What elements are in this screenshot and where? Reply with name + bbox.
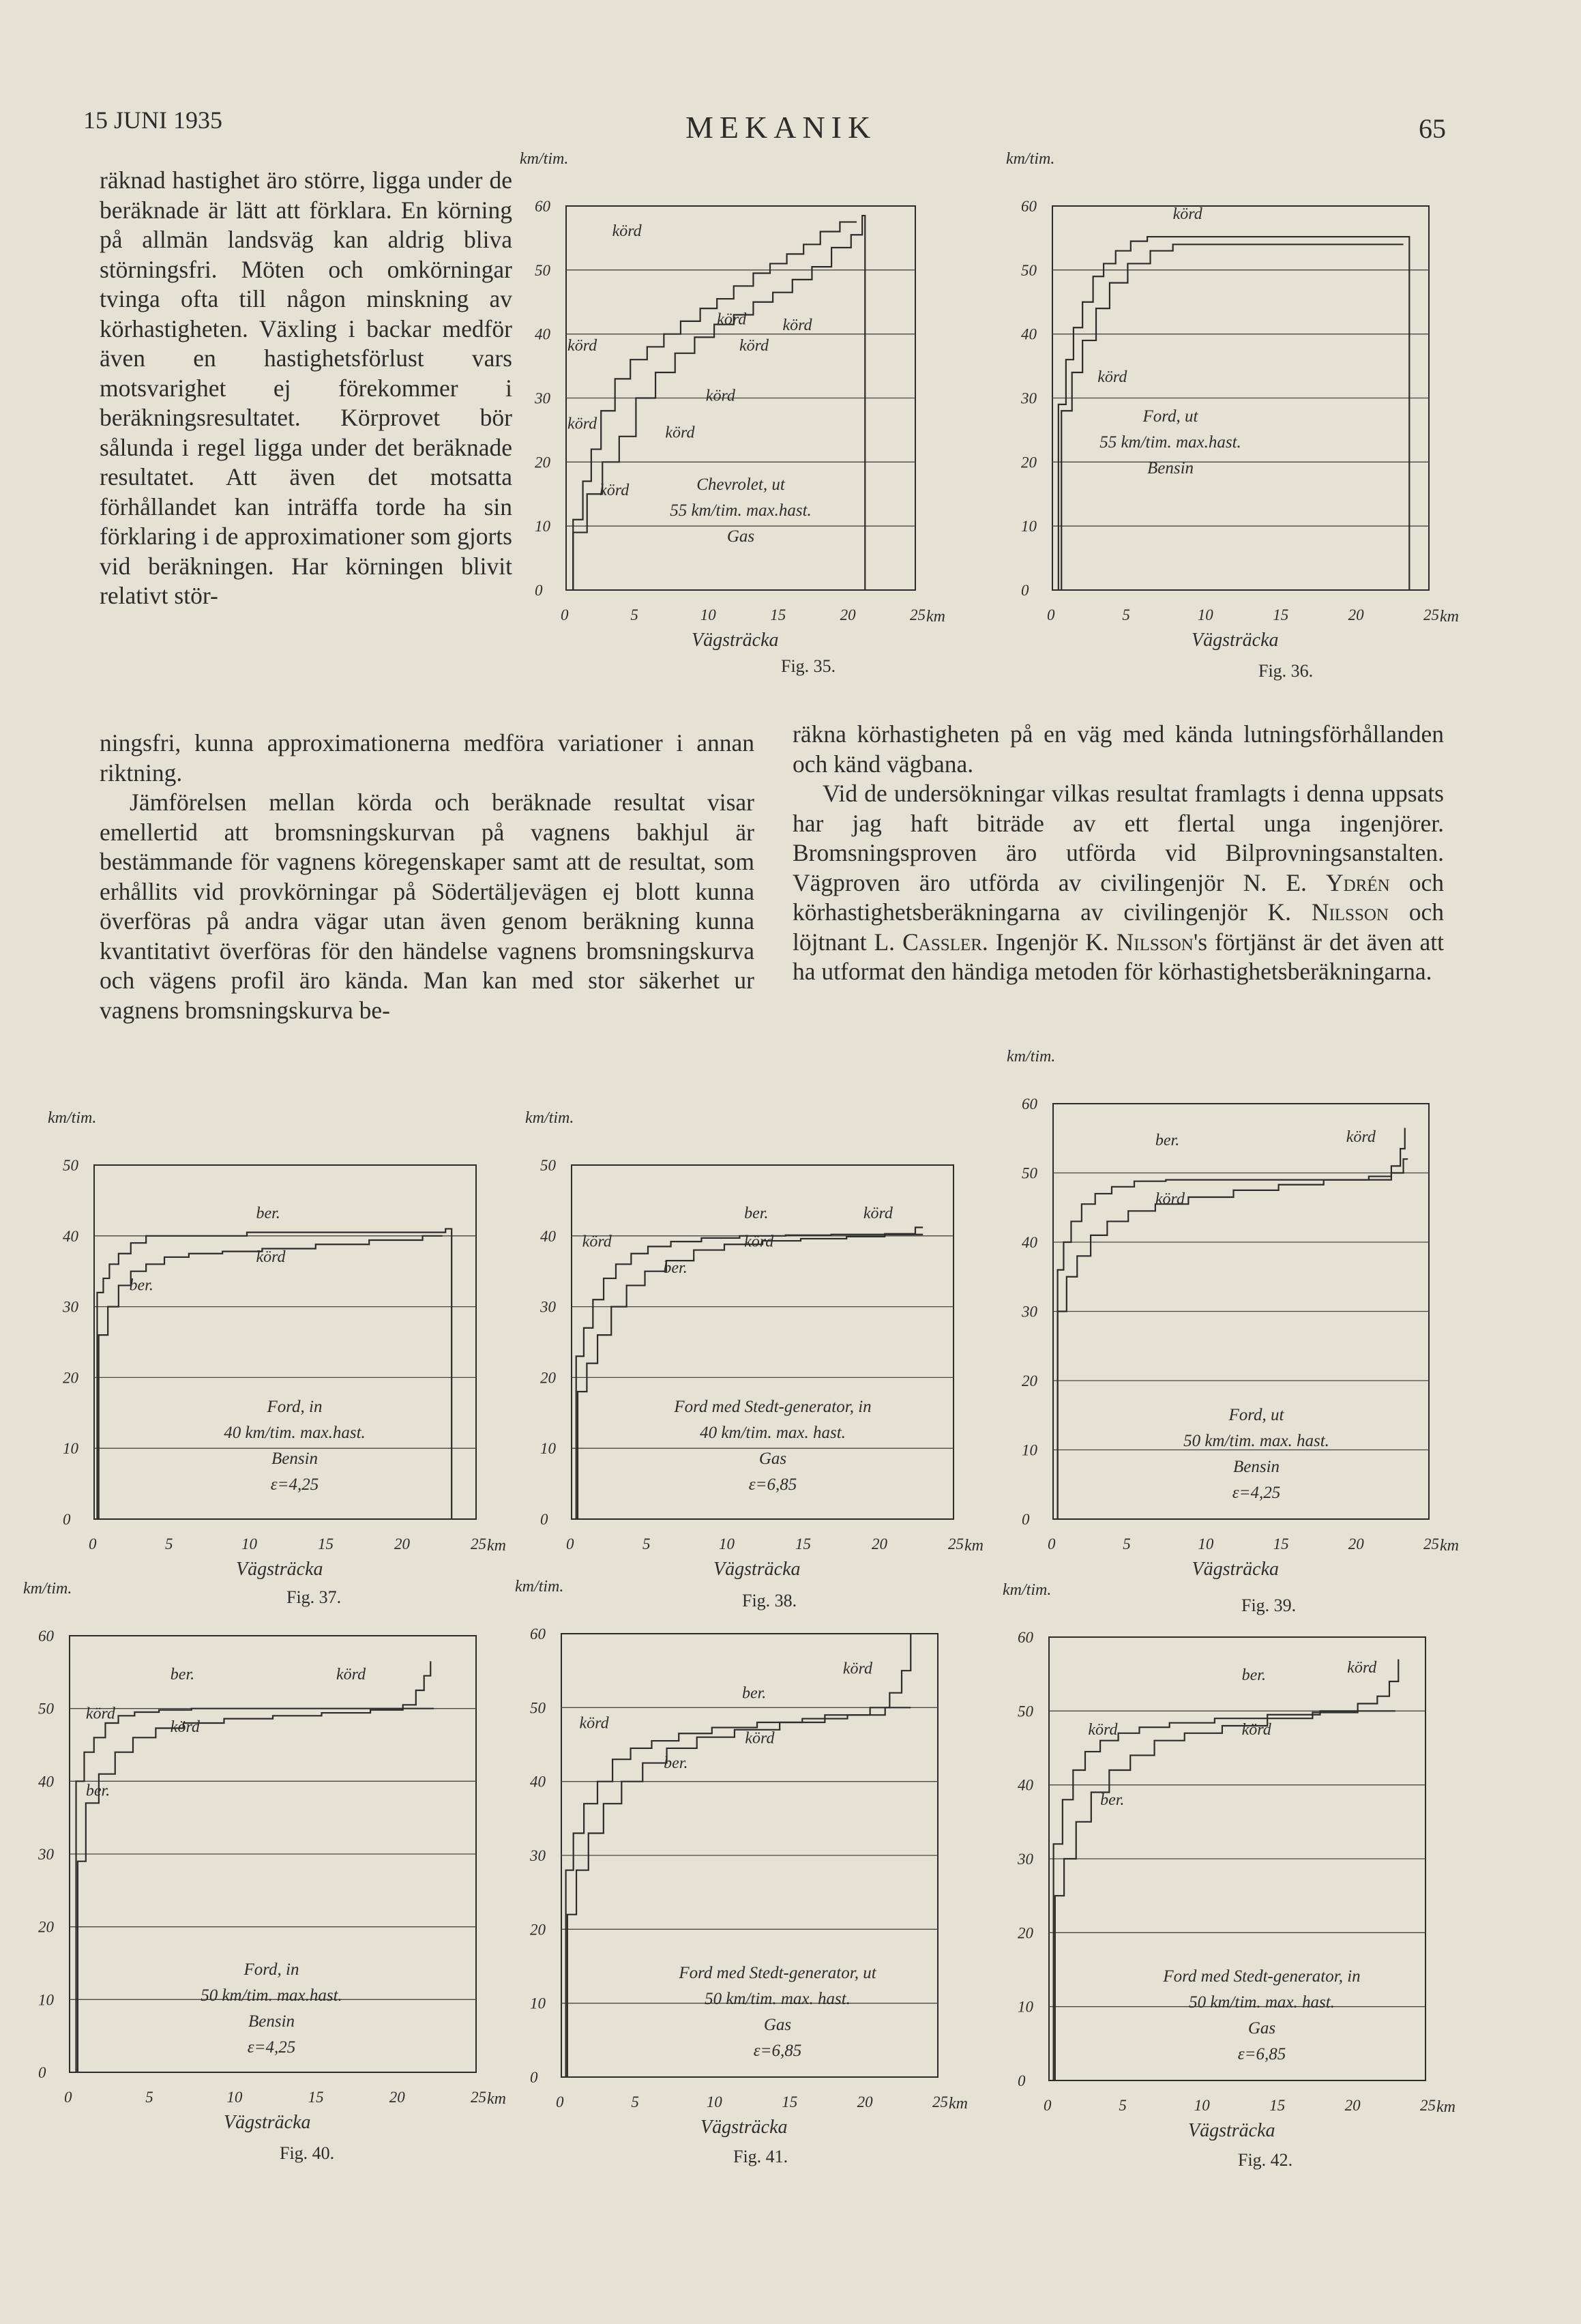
curve-label: körd bbox=[705, 387, 735, 405]
y-tick-label: 30 bbox=[63, 1298, 78, 1316]
x-tick-label: 20 bbox=[394, 1535, 410, 1553]
y-tick-label: 40 bbox=[535, 325, 550, 343]
legend-line: Bensin bbox=[248, 2012, 295, 2031]
legend-line: ε=4,25 bbox=[247, 2038, 296, 2057]
curve-label: körd bbox=[782, 317, 812, 335]
curve-label: ber. bbox=[1155, 1131, 1180, 1149]
y-tick-label: 40 bbox=[1022, 1234, 1037, 1251]
x-axis-label: Vägsträcka bbox=[1188, 2120, 1275, 2141]
figure-caption: Fig. 41. bbox=[733, 2147, 788, 2166]
x-tick-label: 15 bbox=[795, 1535, 811, 1553]
figure-caption: Fig. 40. bbox=[280, 2143, 335, 2163]
x-tick-label: 5 bbox=[642, 1535, 651, 1553]
y-tick-label: 20 bbox=[1022, 1372, 1037, 1389]
curve-label: körd bbox=[1241, 1721, 1271, 1739]
x-axis-label: Vägsträcka bbox=[236, 1559, 323, 1580]
y-tick-label: 10 bbox=[535, 518, 550, 535]
x-tick-label: 20 bbox=[1348, 606, 1364, 623]
curve-label: körd bbox=[567, 337, 597, 355]
x-tick-label: 5 bbox=[1119, 2097, 1127, 2114]
x-tick-label: 10 bbox=[226, 2089, 243, 2106]
x-tick-label: 0 bbox=[556, 2093, 564, 2110]
legend-line: Gas bbox=[1247, 2019, 1276, 2038]
acknowledgement-text-2: och körhastighetsberäkningarna av civilingenjör K. bbox=[793, 868, 1444, 926]
y-tick-label: 0 bbox=[530, 2069, 538, 2086]
legend-line: 50 km/tim. max. hast. bbox=[705, 1990, 851, 2008]
y-tick-label: 10 bbox=[1018, 1998, 1033, 2016]
name-nilsson-2: Nilsson bbox=[1116, 928, 1194, 956]
y-tick-label: 40 bbox=[1021, 325, 1037, 343]
name-ydren: Ydrén bbox=[1325, 868, 1390, 896]
curve-label: körd bbox=[745, 1729, 775, 1748]
y-unit-label: km/tim. bbox=[520, 150, 569, 168]
figure-caption: Fig. 38. bbox=[742, 1591, 797, 1610]
curve-label: körd bbox=[579, 1714, 609, 1733]
y-tick-label: 60 bbox=[38, 1628, 54, 1645]
y-tick-label: 10 bbox=[38, 1991, 54, 2009]
x-axis-label: Vägsträcka bbox=[224, 2112, 311, 2133]
legend-line: ε=4,25 bbox=[270, 1475, 319, 1494]
legend-line: 40 km/tim. max.hast. bbox=[224, 1424, 366, 1442]
x-tick-label: 20 bbox=[389, 2089, 405, 2106]
figure-caption: Fig. 37. bbox=[286, 1587, 342, 1607]
x-tick-label: 10 bbox=[700, 606, 716, 623]
y-tick-label: 10 bbox=[1021, 518, 1037, 535]
y-tick-label: 20 bbox=[530, 1921, 546, 1939]
y-tick-label: 40 bbox=[38, 1773, 54, 1791]
x-tick-label: 25 bbox=[910, 606, 926, 623]
curve-label: körd bbox=[744, 1233, 774, 1251]
x-axis-label: Vägsträcka bbox=[692, 630, 779, 651]
x-unit-label: km bbox=[1440, 1537, 1459, 1555]
curve-label: körd bbox=[256, 1248, 286, 1267]
y-tick-label: 0 bbox=[540, 1511, 548, 1528]
curve-label: körd bbox=[85, 1705, 115, 1723]
y-tick-label: 30 bbox=[1022, 1303, 1037, 1321]
x-unit-label: km bbox=[487, 2090, 506, 2108]
x-tick-label: 10 bbox=[1194, 2097, 1210, 2114]
curve-label: körd bbox=[612, 222, 642, 241]
x-unit-label: km bbox=[1440, 608, 1459, 626]
x-axis-label: Vägsträcka bbox=[713, 1559, 801, 1580]
legend-line: Bensin bbox=[1232, 1458, 1280, 1476]
y-tick-label: 20 bbox=[540, 1369, 556, 1387]
legend-line: 55 km/tim. max.hast. bbox=[670, 501, 812, 520]
curve-label: körd bbox=[582, 1233, 612, 1251]
curve-label: ber. bbox=[256, 1204, 280, 1222]
legend-line: Ford med Stedt-generator, ut bbox=[679, 1964, 876, 1982]
y-tick-label: 30 bbox=[540, 1298, 556, 1316]
y-tick-label: 10 bbox=[1022, 1441, 1037, 1459]
x-unit-label: km bbox=[926, 608, 945, 626]
acknowledgement-text-4: . Ingenjör K. bbox=[981, 928, 1117, 956]
y-tick-label: 10 bbox=[530, 1995, 546, 2012]
x-tick-label: 25 bbox=[1420, 2097, 1436, 2114]
y-tick-label: 20 bbox=[38, 1918, 54, 1936]
y-unit-label: km/tim. bbox=[515, 1578, 564, 1595]
legend-line: Bensin bbox=[271, 1450, 319, 1468]
x-tick-label: 20 bbox=[1344, 2097, 1361, 2114]
name-cassler: Cassler bbox=[902, 928, 982, 956]
x-unit-label: km bbox=[1436, 2098, 1456, 2116]
x-tick-label: 25 bbox=[948, 1535, 964, 1553]
legend-line: Ford, ut bbox=[1142, 407, 1198, 426]
y-tick-label: 0 bbox=[63, 1511, 71, 1528]
legend-line: Chevrolet, ut bbox=[696, 475, 785, 494]
x-tick-label: 15 bbox=[1273, 1535, 1289, 1553]
x-tick-label: 0 bbox=[89, 1535, 97, 1553]
acknowledgement-text-5: 's förtjänst är det även att ha utformat den händiga metoden för körhastighetsberäkningarna. bbox=[793, 928, 1444, 985]
paragraph-2: Jämförelsen mellan körda och beräknade resultat visar emellertid att bromsningskurvan på vagnens bakhjul är bestämmande för vagnens köregenskaper samt att de resultat, som erhållits vid provkörningar på Södertäljevägen ej blott kunna överföras på andra vägar utan även genom beräkning kunna kvantitativt överföras för den händelse vagnens bromsningskurva och vägens profil äro kända. Man kan med stor säkerhet ur vagnens bromsningskurva be- bbox=[100, 789, 754, 1024]
x-tick-label: 10 bbox=[706, 2093, 722, 2110]
curve-label: körd bbox=[665, 424, 695, 442]
x-tick-label: 15 bbox=[1269, 2097, 1286, 2114]
x-tick-label: 20 bbox=[840, 606, 856, 623]
series-line-1 bbox=[1054, 1711, 1395, 2080]
legend-line: Gas bbox=[763, 2016, 792, 2034]
curve-label: körd bbox=[1088, 1721, 1118, 1739]
x-tick-label: 10 bbox=[719, 1535, 735, 1553]
x-tick-label: 0 bbox=[1047, 606, 1055, 623]
y-tick-label: 30 bbox=[38, 1846, 54, 1863]
legend-line: 55 km/tim. max.hast. bbox=[1099, 433, 1241, 452]
x-tick-label: 5 bbox=[1122, 606, 1130, 623]
y-tick-label: 60 bbox=[535, 198, 550, 215]
y-tick-label: 0 bbox=[1018, 2072, 1026, 2089]
x-tick-label: 10 bbox=[1197, 606, 1213, 623]
figure-caption: Fig. 36. bbox=[1258, 661, 1314, 681]
x-tick-label: 15 bbox=[308, 2089, 324, 2106]
curve-label: körd bbox=[1155, 1190, 1185, 1209]
x-axis-label: Vägsträcka bbox=[1192, 1559, 1280, 1580]
x-tick-label: 5 bbox=[1123, 1535, 1131, 1553]
x-tick-label: 5 bbox=[630, 606, 638, 623]
legend-line: ε=6,85 bbox=[1237, 2045, 1286, 2063]
legend-line: Gas bbox=[758, 1450, 787, 1468]
curve-label: körd bbox=[170, 1718, 200, 1736]
legend-line: ε=6,85 bbox=[748, 1475, 797, 1494]
y-tick-label: 30 bbox=[1021, 389, 1037, 407]
legend-line: Ford, in bbox=[243, 1960, 299, 1979]
x-tick-label: 15 bbox=[318, 1535, 334, 1553]
y-tick-label: 50 bbox=[1022, 1164, 1037, 1182]
legend-line: ε=6,85 bbox=[753, 2042, 802, 2060]
curve-label: körd bbox=[1097, 368, 1127, 387]
x-tick-label: 10 bbox=[1198, 1535, 1214, 1553]
curve-label: körd bbox=[739, 337, 769, 355]
figure-caption: Fig. 35. bbox=[781, 656, 836, 676]
legend-line: ε=4,25 bbox=[1232, 1484, 1281, 1502]
y-tick-label: 40 bbox=[540, 1227, 556, 1245]
legend-line: Ford, ut bbox=[1228, 1406, 1284, 1424]
x-tick-label: 0 bbox=[1044, 2097, 1052, 2114]
y-tick-label: 20 bbox=[535, 454, 550, 471]
y-unit-label: km/tim. bbox=[23, 1580, 72, 1598]
figure-caption: Fig. 39. bbox=[1241, 1595, 1297, 1615]
y-tick-label: 0 bbox=[1022, 1511, 1030, 1528]
y-unit-label: km/tim. bbox=[1006, 150, 1055, 168]
x-tick-label: 20 bbox=[1348, 1535, 1364, 1553]
x-tick-label: 5 bbox=[631, 2093, 639, 2110]
y-tick-label: 20 bbox=[1021, 454, 1037, 471]
y-tick-label: 50 bbox=[530, 1699, 546, 1717]
y-tick-label: 60 bbox=[1018, 1629, 1033, 1646]
curve-label: ber. bbox=[129, 1276, 153, 1295]
header-date: 15 JUNI 1935 bbox=[83, 106, 222, 134]
y-unit-label: km/tim. bbox=[1007, 1048, 1056, 1065]
curve-label: ber. bbox=[744, 1204, 769, 1222]
curve-label: körd bbox=[600, 482, 630, 500]
y-tick-label: 30 bbox=[1018, 1851, 1033, 1868]
y-unit-label: km/tim. bbox=[48, 1109, 97, 1127]
y-unit-label: km/tim. bbox=[1003, 1581, 1052, 1599]
curve-label: körd bbox=[842, 1660, 873, 1678]
curve-label: körd bbox=[567, 415, 597, 433]
y-tick-label: 10 bbox=[540, 1440, 556, 1458]
x-unit-label: km bbox=[949, 2095, 968, 2113]
x-tick-label: 0 bbox=[64, 2089, 72, 2106]
y-tick-label: 60 bbox=[1021, 198, 1037, 215]
y-tick-label: 40 bbox=[63, 1227, 78, 1245]
y-tick-label: 50 bbox=[1018, 1703, 1033, 1720]
x-tick-label: 25 bbox=[932, 2093, 948, 2110]
legend-line: 50 km/tim. max. hast. bbox=[1183, 1432, 1329, 1450]
curve-label: körd bbox=[336, 1666, 366, 1683]
y-tick-label: 0 bbox=[1021, 582, 1029, 599]
journal-title: MEKANIK bbox=[685, 110, 877, 145]
legend-line: 50 km/tim. max. hast. bbox=[1189, 1993, 1335, 2012]
y-tick-label: 50 bbox=[38, 1700, 54, 1718]
legend-line: 50 km/tim. max.hast. bbox=[201, 1986, 342, 2005]
y-tick-label: 60 bbox=[1022, 1095, 1037, 1113]
name-nilsson-1: Nilsson bbox=[1311, 898, 1389, 926]
curve-label: ber. bbox=[1100, 1791, 1125, 1809]
x-tick-label: 25 bbox=[471, 1535, 486, 1553]
y-tick-label: 40 bbox=[1018, 1776, 1033, 1794]
y-tick-label: 30 bbox=[535, 389, 550, 407]
x-unit-label: km bbox=[964, 1537, 984, 1555]
legend-line: Ford, in bbox=[267, 1398, 323, 1416]
y-tick-label: 40 bbox=[530, 1773, 546, 1791]
paragraph-3: räkna körhastigheten på en väg med kända lutningsförhållanden och känd vägbana. bbox=[793, 720, 1444, 778]
y-tick-label: 20 bbox=[1018, 1924, 1033, 1942]
x-tick-label: 15 bbox=[1273, 606, 1289, 623]
page-number: 65 bbox=[1419, 113, 1446, 144]
x-tick-label: 10 bbox=[241, 1535, 257, 1553]
x-tick-label: 25 bbox=[1423, 1535, 1439, 1553]
y-tick-label: 50 bbox=[540, 1157, 556, 1174]
x-axis-label: Vägsträcka bbox=[1192, 630, 1279, 651]
x-tick-label: 20 bbox=[857, 2093, 873, 2110]
curve-label: ber. bbox=[663, 1259, 688, 1277]
y-tick-label: 50 bbox=[63, 1157, 78, 1174]
x-tick-label: 20 bbox=[872, 1535, 887, 1553]
figure-caption: Fig. 42. bbox=[1238, 2150, 1293, 2170]
y-tick-label: 50 bbox=[535, 261, 550, 279]
curve-label: ber. bbox=[664, 1754, 688, 1773]
x-unit-label: km bbox=[487, 1537, 506, 1555]
curve-label: ber. bbox=[85, 1782, 110, 1800]
paragraph-1-tail: ningsfri, kunna approximationerna medföra variationer i annan riktning. bbox=[100, 729, 754, 786]
x-tick-label: 25 bbox=[471, 2089, 486, 2106]
x-axis-label: Vägsträcka bbox=[700, 2117, 788, 2138]
y-tick-label: 50 bbox=[1021, 261, 1037, 279]
y-tick-label: 20 bbox=[63, 1369, 78, 1387]
legend-line: 40 km/tim. max. hast. bbox=[700, 1424, 846, 1442]
x-tick-label: 0 bbox=[1048, 1535, 1056, 1553]
y-tick-label: 30 bbox=[530, 1847, 546, 1864]
x-tick-label: 5 bbox=[145, 2089, 153, 2106]
curve-label: ber. bbox=[741, 1684, 767, 1703]
x-tick-label: 0 bbox=[561, 606, 569, 623]
legend-line: Bensin bbox=[1147, 459, 1194, 477]
legend-line: Gas bbox=[726, 527, 755, 546]
curve-label: körd bbox=[717, 310, 747, 329]
x-tick-label: 0 bbox=[566, 1535, 574, 1553]
y-tick-label: 0 bbox=[38, 2064, 46, 2081]
curve-label: körd bbox=[1346, 1128, 1376, 1146]
x-tick-label: 25 bbox=[1423, 606, 1439, 623]
acknowledgement-text-1: Vid de undersökningar vilkas resultat framlagts i denna uppsats har jag haft biträde av ett flertal unga ingenjörer. Bromsningsproven äro utförda vid Bilprovningsanstalten. Vägproven äro utförda av civilingenjör N. E. bbox=[793, 780, 1444, 896]
x-tick-label: 5 bbox=[165, 1535, 173, 1553]
y-tick-label: 0 bbox=[535, 582, 543, 599]
y-unit-label: km/tim. bbox=[525, 1109, 574, 1127]
y-tick-label: 10 bbox=[63, 1440, 78, 1458]
curve-label: ber. bbox=[1241, 1666, 1266, 1684]
y-tick-label: 60 bbox=[530, 1626, 546, 1643]
legend-line: Ford med Stedt-generator, in bbox=[674, 1398, 872, 1416]
curve-label: ber. bbox=[170, 1666, 195, 1683]
x-tick-label: 15 bbox=[770, 606, 786, 623]
acknowledgement-text-3: och löjtnant L. bbox=[793, 898, 1444, 956]
paragraph-1-top: räknad hastighet äro större, ligga under de beräknade är lätt att förklara. En körning på allmän landsväg kan aldrig bliva störningsfri. Möten och omkörningar tvinga ofta till någon minskning av körhastigheten. Växling i backar medför även en hastighetsförlust vars motsvarighet ej förekommer i beräkningsresultatet. Körprovet bör sålunda i regel ligga under det beräknade resultatet. Att även det motsatta förhållandet kan inträffa torde ha sin förklaring i de approximationer som gjorts vid beräkningen. Har körningen blivit relativt stör- bbox=[100, 166, 512, 609]
legend-line: Ford med Stedt-generator, in bbox=[1163, 1967, 1361, 1986]
curve-label: körd bbox=[1347, 1659, 1377, 1677]
x-tick-label: 15 bbox=[782, 2093, 798, 2110]
curve-label: körd bbox=[863, 1204, 893, 1222]
curve-label: körd bbox=[1172, 205, 1202, 223]
